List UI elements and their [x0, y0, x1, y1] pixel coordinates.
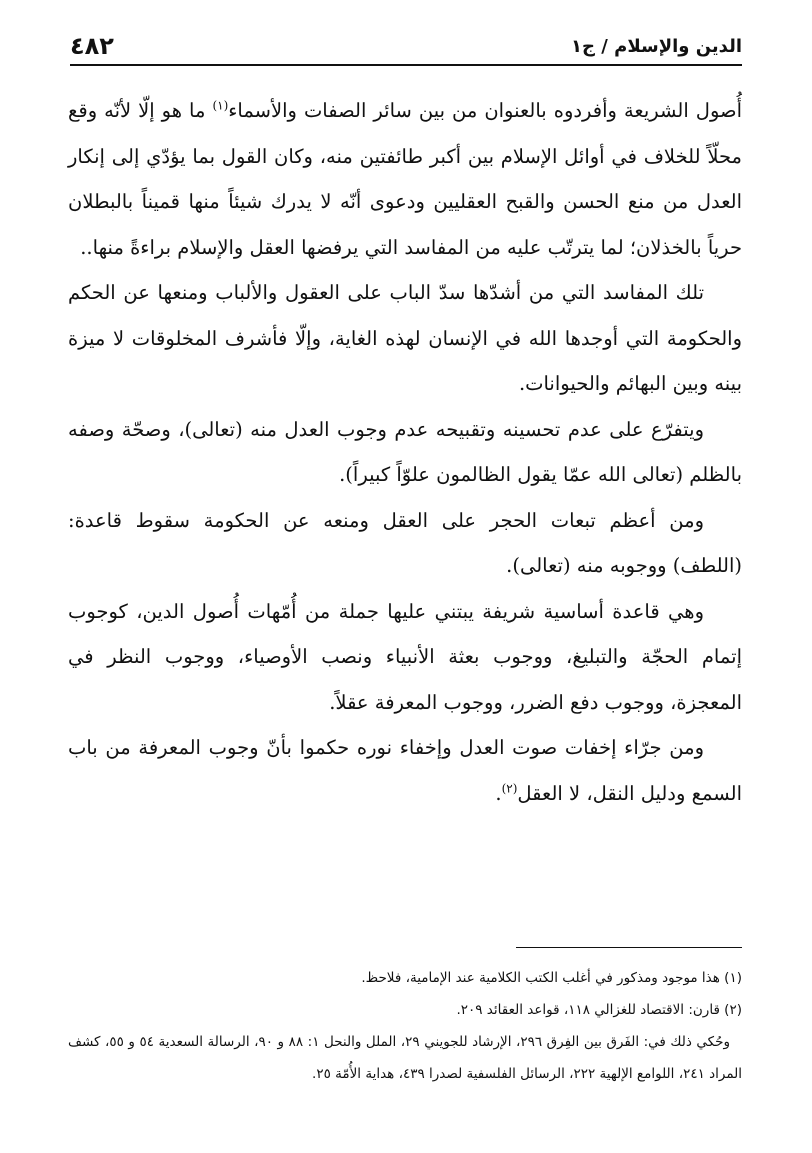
footnote-1: (١) هذا موجود ومذكور في أغلب الكتب الكلامية عند الإمامية، فلاحظ. — [361, 970, 742, 986]
footnote-ref-1: (١) — [212, 98, 229, 113]
paragraph-2: تلك المفاسد التي من أشدّها سدّ الباب على العقول والألباب ومنعها عن الحكم والحكومة التي أوجدها الله في الإنسان لهذه الغاية، وإلّا فأشرف المخلوقات لا ميزة بينه وبين البهائم والحيوانات. — [68, 281, 742, 395]
running-title: الدين والإسلام / ج١ — [571, 35, 742, 57]
page-number: ٤٨٢ — [70, 32, 114, 60]
paragraph-6 — [68, 725, 742, 816]
paragraph-3: ويتفرّع على عدم تحسينه وتقبيحه عدم وجوب العدل منه (تعالى)، وصحّة وصفه بالظلم (تعالى الله عمّا يقول الظالمون علوّاً كبيراً). — [68, 417, 742, 486]
footnote-ref-2: (٢) — [501, 781, 518, 795]
footnote-separator — [516, 947, 742, 948]
paragraph-4: ومن أعظم تبعات الحجر على العقل ومنعه عن الحكومة سقوط قاعدة: (اللطف) ووجوبه منه (تعالى). — [68, 508, 742, 577]
footnotes — [68, 962, 742, 1090]
paragraph-5: وهي قاعدة أساسية شريفة يبتني عليها جملة من أُمّهات أُصول الدين، كوجوب إتمام الحجّة والتبليغ، ووجوب بعثة الأنبياء ونصب الأوصياء، ووجوب النظر في المعجزة، ووجوب دفع الضرر، ووجوب المعرفة عقلاً. — [68, 599, 742, 714]
main-text — [68, 88, 742, 816]
paragraph-text-continued: ما هو إلّا لأنّه وقع محلّاً للخلاف في أوائل الإسلام بين أكبر طائفتين منه، وكان القول بما يؤدّي إلى إنكار العدل من منع الحسن والقبح العقليين ودعوى أنّه لا يدرك شيئاً منها قميناً بالبطلان حرياً بالخذلان؛ لما يترتّب عليه من المفاسد التي يرفضها العقل والإسلام براءةً منها.. — [68, 99, 742, 259]
footnote-2-continued: وحُكي ذلك في: الفَرق بين الفِرق ٢٩٦، الإرشاد للجويني ٢٩، الملل والنحل ١: ٨٨ و ٩٠، الرسالة السعدية ٥٤ و ٥٥، كشف المراد ٢٤١، اللوامع الإلهية ٢٢٢، الرسائل الفلسفية لصدرا ٤٣٩، هداية الأُمّة ٢٥. — [68, 1034, 742, 1082]
paragraph-1 — [68, 88, 742, 270]
footnote-2: (٢) قارن: الاقتصاد للغزالي ١١٨، قواعد العقائد ٢٠٩. — [456, 1002, 742, 1018]
paragraph-text-continued: . — [495, 781, 502, 805]
paragraph-text: ومن جرّاء إخفات صوت العدل وإخفاء نوره حكموا بأنّ وجوب المعرفة من باب السمع ودليل النقل، لا العقل — [68, 736, 742, 805]
paragraph-text: أُصول الشريعة وأفردوه بالعنوان من بين سائر الصفات والأسماء — [228, 99, 742, 122]
page-header — [70, 28, 742, 66]
